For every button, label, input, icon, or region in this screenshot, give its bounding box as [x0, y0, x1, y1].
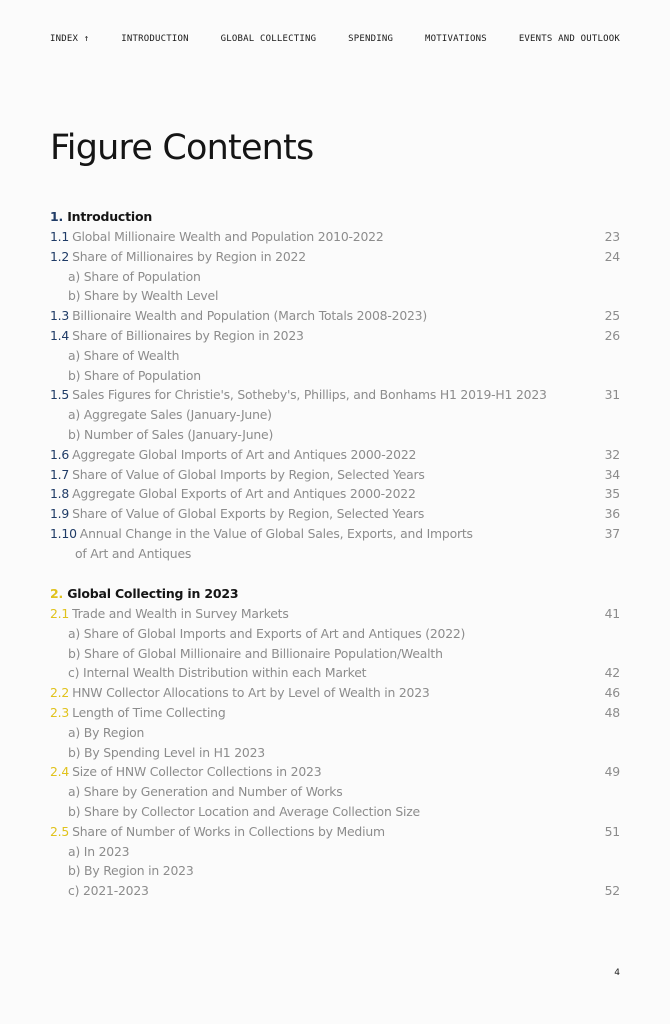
- toc-page-number: [600, 861, 620, 881]
- toc-entry-label: [68, 723, 144, 743]
- toc-entry-number: 2.5: [50, 823, 70, 839]
- toc-entry-text: a) Share of Global Imports and Exports of Art and Antiques (2022): [68, 625, 466, 641]
- toc-entry-label: [68, 405, 272, 425]
- toc-page-number: [600, 842, 620, 862]
- toc-page-number: [600, 644, 620, 664]
- toc-entry-text: a) Share of Population: [68, 268, 201, 284]
- toc-entry-label: [68, 366, 201, 386]
- toc-entry[interactable]: [50, 445, 620, 465]
- toc-subentry[interactable]: [50, 861, 620, 881]
- toc-entry[interactable]: [50, 326, 620, 346]
- toc-entry-label: [68, 346, 179, 366]
- toc-entry-label: [50, 703, 226, 723]
- nav-introduction-link[interactable]: INTRODUCTION: [121, 34, 189, 44]
- toc-page-number: [600, 286, 620, 306]
- section-global-collecting: [50, 584, 620, 901]
- toc-entry-text: Size of HNW Collector Collections in 2023: [72, 764, 322, 780]
- toc-entry[interactable]: [50, 504, 620, 524]
- toc-entry[interactable]: [50, 385, 620, 405]
- toc-entry-text: Billionaire Wealth and Population (March Totals 2008-2023): [72, 308, 427, 324]
- toc-entry-label: [50, 604, 289, 624]
- toc-entry-label: [50, 385, 547, 405]
- page-number: 4: [614, 968, 620, 978]
- section-title: Global Collecting in 2023: [67, 586, 239, 601]
- toc-subentry[interactable]: [50, 723, 620, 743]
- section-number: 1.: [50, 209, 64, 224]
- toc-page-number: [600, 366, 620, 386]
- toc-entry-label: [50, 484, 416, 504]
- toc-entry-label: [68, 624, 465, 644]
- page-title: Figure Contents: [50, 128, 314, 168]
- nav-spending-link[interactable]: SPENDING: [348, 34, 394, 44]
- toc-entry-text: Annual Change in the Value of Global Sales, Exports, and Imports: [79, 525, 473, 541]
- toc-entry-number: 2.3: [50, 704, 70, 720]
- toc-entry-text: Global Millionaire Wealth and Population 2010-2022: [72, 229, 384, 244]
- toc-entry-label: [68, 881, 149, 901]
- toc-page-number: [600, 267, 620, 287]
- toc-entry-number: 1.10: [50, 525, 77, 541]
- toc-subentry[interactable]: [50, 743, 620, 763]
- toc-subentry[interactable]: [50, 425, 620, 445]
- toc-entry[interactable]: [50, 306, 620, 326]
- toc-entry-number: 1.9: [50, 506, 70, 522]
- toc-entry-number: 1.2: [50, 248, 70, 264]
- section-number: 2.: [50, 586, 64, 601]
- toc-page-number: 34: [604, 466, 620, 482]
- toc-entry[interactable]: [50, 822, 620, 842]
- toc-entry-text: Share of Millionaires by Region in 2022: [72, 248, 306, 264]
- toc-entry-label: [68, 267, 201, 287]
- toc-page-number: 41: [604, 606, 620, 621]
- toc-entry-number: 2.1: [50, 606, 70, 621]
- toc-entry-number: 1.8: [50, 486, 70, 502]
- toc-page-number: [600, 405, 620, 425]
- toc-entry-text: a) In 2023: [68, 843, 130, 859]
- toc-page-number: [600, 802, 620, 822]
- toc-page-number: [600, 544, 620, 564]
- toc-entry-text: Share of Number of Works in Collections by Medium: [72, 823, 385, 839]
- toc-page-number: [600, 723, 620, 743]
- toc-entry[interactable]: [50, 762, 620, 782]
- toc-subentry[interactable]: [50, 782, 620, 802]
- toc-page-number: [600, 346, 620, 366]
- toc-entry-label: [75, 544, 191, 564]
- toc-entry-text: b) Number of Sales (January-June): [68, 426, 274, 442]
- toc-entry-label: [50, 822, 385, 842]
- toc-page-number: 37: [604, 525, 620, 541]
- toc-entry-label: [50, 504, 424, 524]
- top-navigation: [50, 34, 620, 44]
- toc-entry-text: c) Internal Wealth Distribution within each Market: [68, 665, 367, 681]
- toc-page-number: [600, 425, 620, 445]
- toc-entry-label: [50, 465, 425, 485]
- toc-page-number: 32: [604, 446, 620, 462]
- toc-page-number: 23: [604, 229, 620, 244]
- toc-page-number: 48: [604, 704, 620, 720]
- toc-entry-text: a) Share of Wealth: [68, 347, 180, 363]
- section-introduction: [50, 207, 620, 564]
- toc-subentry[interactable]: [50, 267, 620, 287]
- toc-entry[interactable]: [50, 703, 620, 723]
- toc-entry-text: b) Share of Population: [68, 367, 201, 383]
- toc-entry-text: a) By Region: [68, 724, 145, 740]
- toc-entry-text: b) Share by Collector Location and Average Collection Size: [68, 803, 420, 819]
- toc-subentry[interactable]: [50, 802, 620, 822]
- nav-global-collecting-link[interactable]: GLOBAL COLLECTING: [220, 34, 317, 44]
- toc-entry-text: of Art and Antiques: [75, 545, 192, 561]
- toc-entry-text: a) Aggregate Sales (January-June): [68, 407, 272, 423]
- toc-entry[interactable]: [50, 683, 620, 703]
- toc-entry-text: Sales Figures for Christie's, Sotheby's, Phillips, and Bonhams H1 2019-H1 2023: [72, 387, 547, 403]
- toc-entry-text: Share of Value of Global Imports by Region, Selected Years: [72, 466, 425, 482]
- toc-entry[interactable]: [50, 524, 620, 544]
- toc-entry-continuation[interactable]: [50, 544, 620, 564]
- toc-entry-label: [50, 445, 416, 465]
- toc-entry-text: Aggregate Global Imports of Art and Antiques 2000-2022: [72, 446, 417, 462]
- toc-entry-label: [68, 743, 265, 763]
- toc-entry-text: b) Share of Global Millionaire and Billionaire Population/Wealth: [68, 645, 443, 661]
- toc-entry[interactable]: [50, 247, 620, 267]
- toc-entry-number: 1.6: [50, 446, 70, 462]
- toc-page-number: 52: [604, 883, 620, 899]
- toc-entry-label: [68, 842, 129, 862]
- toc-entry-label: [50, 524, 473, 544]
- toc-entry-label: [50, 326, 304, 346]
- section-heading[interactable]: [50, 207, 620, 227]
- toc-entry-label: [68, 782, 343, 802]
- toc-entry-number: 2.2: [50, 685, 70, 701]
- toc-list: [50, 604, 620, 901]
- nav-motivations-link[interactable]: MOTIVATIONS: [425, 34, 487, 44]
- toc-subentry[interactable]: [50, 286, 620, 306]
- toc-subentry[interactable]: [50, 663, 620, 683]
- toc-entry-label: [68, 802, 420, 822]
- toc-page-number: 46: [604, 685, 620, 701]
- toc-entry-text: Length of Time Collecting: [72, 704, 226, 720]
- toc-page-number: 51: [604, 823, 620, 839]
- toc-page-number: 49: [604, 764, 620, 780]
- toc-subentry[interactable]: [50, 644, 620, 664]
- toc-entry[interactable]: [50, 465, 620, 485]
- toc-list: [50, 227, 620, 564]
- nav-index-link[interactable]: INDEX ↑: [50, 34, 90, 44]
- toc-entry[interactable]: [50, 604, 620, 624]
- toc-entry-text: Aggregate Global Exports of Art and Antiques 2000-2022: [72, 486, 416, 502]
- toc-subentry[interactable]: [50, 366, 620, 386]
- toc-entry-label: [68, 644, 443, 664]
- toc-page-number: 35: [604, 486, 620, 502]
- toc-entry-label: [50, 227, 384, 247]
- toc-entry-text: b) Share by Wealth Level: [68, 288, 219, 304]
- toc-entry-number: 2.4: [50, 764, 70, 780]
- toc-page-number: 31: [604, 387, 620, 403]
- toc-entry-label: [50, 306, 427, 326]
- toc-page-number: [600, 624, 620, 644]
- toc-page-number: 42: [604, 665, 620, 681]
- toc-entry-label: [68, 425, 273, 445]
- toc-entry-label: [50, 762, 321, 782]
- toc-entry-label: [68, 286, 218, 306]
- toc-page-number: 36: [604, 506, 620, 522]
- toc-entry-number: 1.7: [50, 466, 70, 482]
- toc-subentry[interactable]: [50, 346, 620, 366]
- toc-entry-label: [50, 247, 306, 267]
- toc-entry-label: [68, 663, 366, 683]
- toc-subentry[interactable]: [50, 624, 620, 644]
- toc-entry-text: a) Share by Generation and Number of Works: [68, 784, 343, 800]
- section-title: Introduction: [67, 209, 153, 224]
- toc-entry-text: b) By Spending Level in H1 2023: [68, 744, 265, 760]
- toc-entry-text: c) 2021-2023: [68, 883, 149, 899]
- toc-entry-text: Trade and Wealth in Survey Markets: [72, 606, 289, 621]
- section-heading[interactable]: [50, 584, 620, 604]
- toc-entry-number: 1.5: [50, 387, 70, 403]
- toc-entry-number: 1.3: [50, 308, 70, 324]
- toc-entry-text: Share of Billionaires by Region in 2023: [72, 327, 304, 343]
- toc-subentry[interactable]: [50, 881, 620, 901]
- nav-events-outlook-link[interactable]: EVENTS AND OUTLOOK: [518, 34, 620, 44]
- toc-entry[interactable]: [50, 227, 620, 247]
- toc-entry-text: Share of Value of Global Exports by Region, Selected Years: [72, 506, 425, 522]
- toc-entry-text: HNW Collector Allocations to Art by Level of Wealth in 2023: [72, 685, 430, 701]
- toc-subentry[interactable]: [50, 842, 620, 862]
- toc-entry[interactable]: [50, 484, 620, 504]
- toc-entry-text: b) By Region in 2023: [68, 863, 194, 879]
- toc-page-number: [600, 782, 620, 802]
- toc-entry-label: [68, 861, 194, 881]
- toc-page-number: 25: [604, 308, 620, 324]
- toc-page-number: 24: [604, 248, 620, 264]
- toc-entry-number: 1.4: [50, 327, 70, 343]
- toc-subentry[interactable]: [50, 405, 620, 425]
- toc-page-number: 26: [604, 327, 620, 343]
- toc-entry-label: [50, 683, 430, 703]
- toc-entry-number: 1.1: [50, 229, 70, 244]
- toc-page-number: [600, 743, 620, 763]
